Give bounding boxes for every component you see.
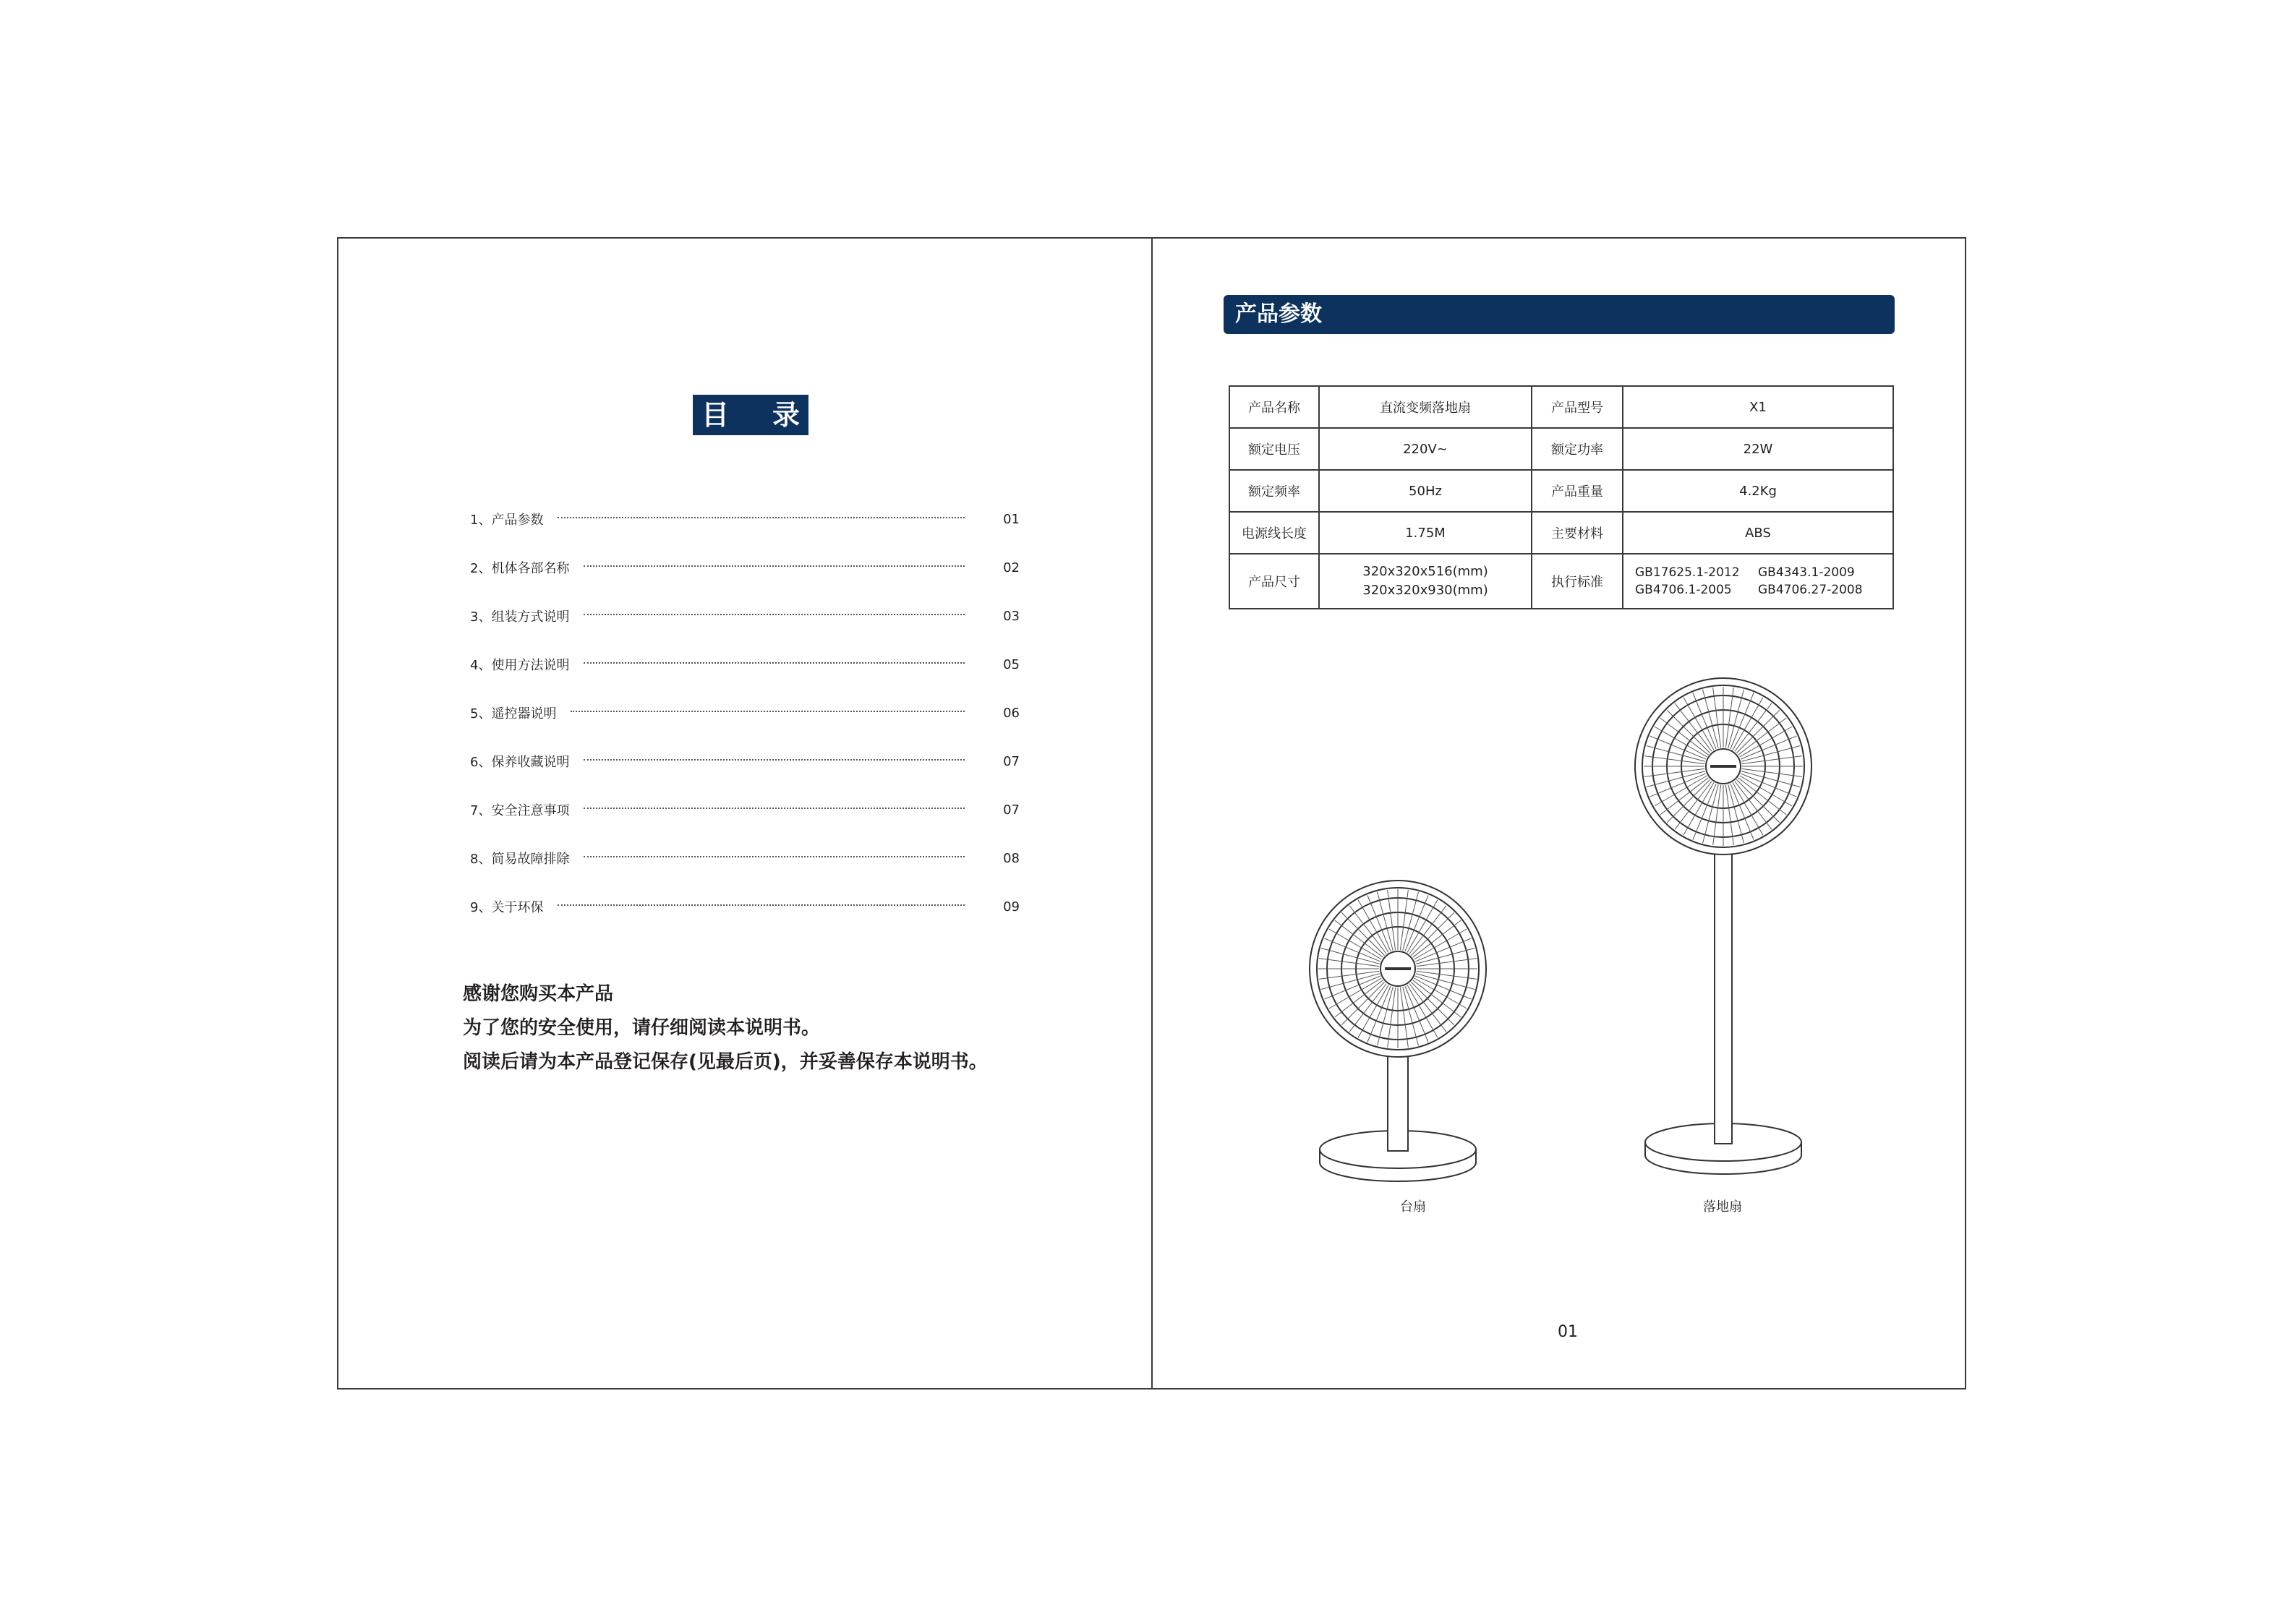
spec-key: 产品尺寸 bbox=[1229, 554, 1319, 609]
toc-leader-dots bbox=[584, 856, 965, 857]
toc-leader-dots bbox=[584, 759, 965, 761]
manual-spread bbox=[337, 237, 1966, 1389]
toc-item-label: 7、安全注意事项 bbox=[470, 803, 570, 818]
toc-item[interactable] bbox=[470, 698, 1020, 727]
toc-title-char-1: 目 bbox=[701, 399, 730, 431]
toc-leader-dots bbox=[584, 662, 965, 664]
toc-item-label: 9、关于环保 bbox=[470, 900, 544, 915]
toc-item[interactable] bbox=[470, 601, 1020, 630]
spec-row bbox=[1229, 512, 1893, 554]
toc-leader-dots bbox=[584, 808, 965, 809]
floor-fan-illustration bbox=[1618, 672, 1828, 1193]
spec-value-standards bbox=[1623, 554, 1893, 609]
spec-row bbox=[1229, 554, 1893, 609]
thanks-line-2: 为了您的安全使用，请仔细阅读本说明书。 bbox=[463, 1017, 821, 1039]
toc-item-page: 07 bbox=[1003, 753, 1020, 769]
spec-key: 产品名称 bbox=[1229, 386, 1319, 428]
spec-value: X1 bbox=[1623, 386, 1893, 428]
toc-leader-dots bbox=[584, 565, 965, 567]
spec-key: 额定频率 bbox=[1229, 470, 1319, 512]
spec-key: 主要材料 bbox=[1532, 512, 1623, 554]
spec-value: 4.2Kg bbox=[1623, 470, 1893, 512]
toc-item-label: 4、使用方法说明 bbox=[470, 658, 570, 673]
toc-title bbox=[693, 395, 808, 435]
thanks-line-1: 感谢您购买本产品 bbox=[463, 983, 614, 1005]
section-title-bar: 产品参数 bbox=[1224, 295, 1895, 334]
spec-key: 产品型号 bbox=[1532, 386, 1623, 428]
toc-item-label: 1、产品参数 bbox=[470, 513, 544, 528]
toc-item-label: 2、机体各部名称 bbox=[470, 561, 570, 576]
toc-item-page: 01 bbox=[1003, 511, 1020, 527]
toc-item-page: 05 bbox=[1003, 656, 1020, 672]
spec-value-sizes bbox=[1319, 554, 1532, 609]
spec-key: 额定功率 bbox=[1532, 428, 1623, 470]
toc-item[interactable] bbox=[470, 747, 1020, 776]
page-number: 01 bbox=[1558, 1323, 1578, 1341]
standard-code: GB4343.1-2009 bbox=[1758, 565, 1855, 580]
table-fan-caption: 台扇 bbox=[1400, 1199, 1426, 1215]
spec-value: 220V~ bbox=[1319, 428, 1532, 470]
spec-key: 电源线长度 bbox=[1229, 512, 1319, 554]
toc-item[interactable] bbox=[470, 505, 1020, 534]
size-floor-fan: 320x320x930(mm) bbox=[1362, 583, 1488, 598]
toc-item-page: 06 bbox=[1003, 705, 1020, 721]
spec-value: ABS bbox=[1623, 512, 1893, 554]
toc-leader-dots bbox=[558, 904, 965, 906]
toc-item[interactable] bbox=[470, 795, 1020, 824]
size-table-fan: 320x320x516(mm) bbox=[1362, 564, 1488, 579]
standard-code: GB4706.1-2005 bbox=[1635, 583, 1732, 597]
page-fold-divider bbox=[1151, 239, 1153, 1388]
toc-item-page: 09 bbox=[1003, 899, 1020, 915]
floor-fan-caption: 落地扇 bbox=[1703, 1199, 1742, 1215]
toc-item-page: 02 bbox=[1003, 560, 1020, 575]
spec-value: 22W bbox=[1623, 428, 1893, 470]
toc-item-page: 08 bbox=[1003, 850, 1020, 866]
toc-leader-dots bbox=[558, 517, 965, 518]
standard-code: GB4706.27-2008 bbox=[1758, 583, 1863, 597]
toc-item-label: 6、保养收藏说明 bbox=[470, 755, 570, 770]
toc-item-page: 07 bbox=[1003, 802, 1020, 818]
toc-item[interactable] bbox=[470, 553, 1020, 582]
toc-item-label: 3、组装方式说明 bbox=[470, 609, 570, 625]
spec-key: 执行标准 bbox=[1532, 554, 1623, 609]
table-fan-illustration bbox=[1293, 875, 1503, 1193]
spec-row bbox=[1229, 386, 1893, 428]
spec-row bbox=[1229, 428, 1893, 470]
thanks-line-3: 阅读后请为本产品登记保存(见最后页)，并妥善保存本说明书。 bbox=[463, 1051, 988, 1073]
toc-leader-dots bbox=[584, 614, 965, 615]
spec-row bbox=[1229, 470, 1893, 512]
toc-item-label: 5、遥控器说明 bbox=[470, 706, 557, 721]
toc-leader-dots bbox=[571, 711, 965, 712]
spec-value: 1.75M bbox=[1319, 512, 1532, 554]
toc-title-char-2: 录 bbox=[772, 399, 800, 431]
spec-key: 额定电压 bbox=[1229, 428, 1319, 470]
spec-key: 产品重量 bbox=[1532, 470, 1623, 512]
standard-code: GB17625.1-2012 bbox=[1635, 565, 1740, 580]
toc-item[interactable] bbox=[470, 892, 1020, 921]
toc-item-label: 8、简易故障排除 bbox=[470, 852, 570, 867]
spec-table bbox=[1229, 385, 1894, 609]
spec-value: 50Hz bbox=[1319, 470, 1532, 512]
toc-item-page: 03 bbox=[1003, 608, 1020, 624]
toc-item[interactable] bbox=[470, 650, 1020, 679]
toc-item[interactable] bbox=[470, 844, 1020, 873]
spec-value: 直流变频落地扇 bbox=[1319, 386, 1532, 428]
